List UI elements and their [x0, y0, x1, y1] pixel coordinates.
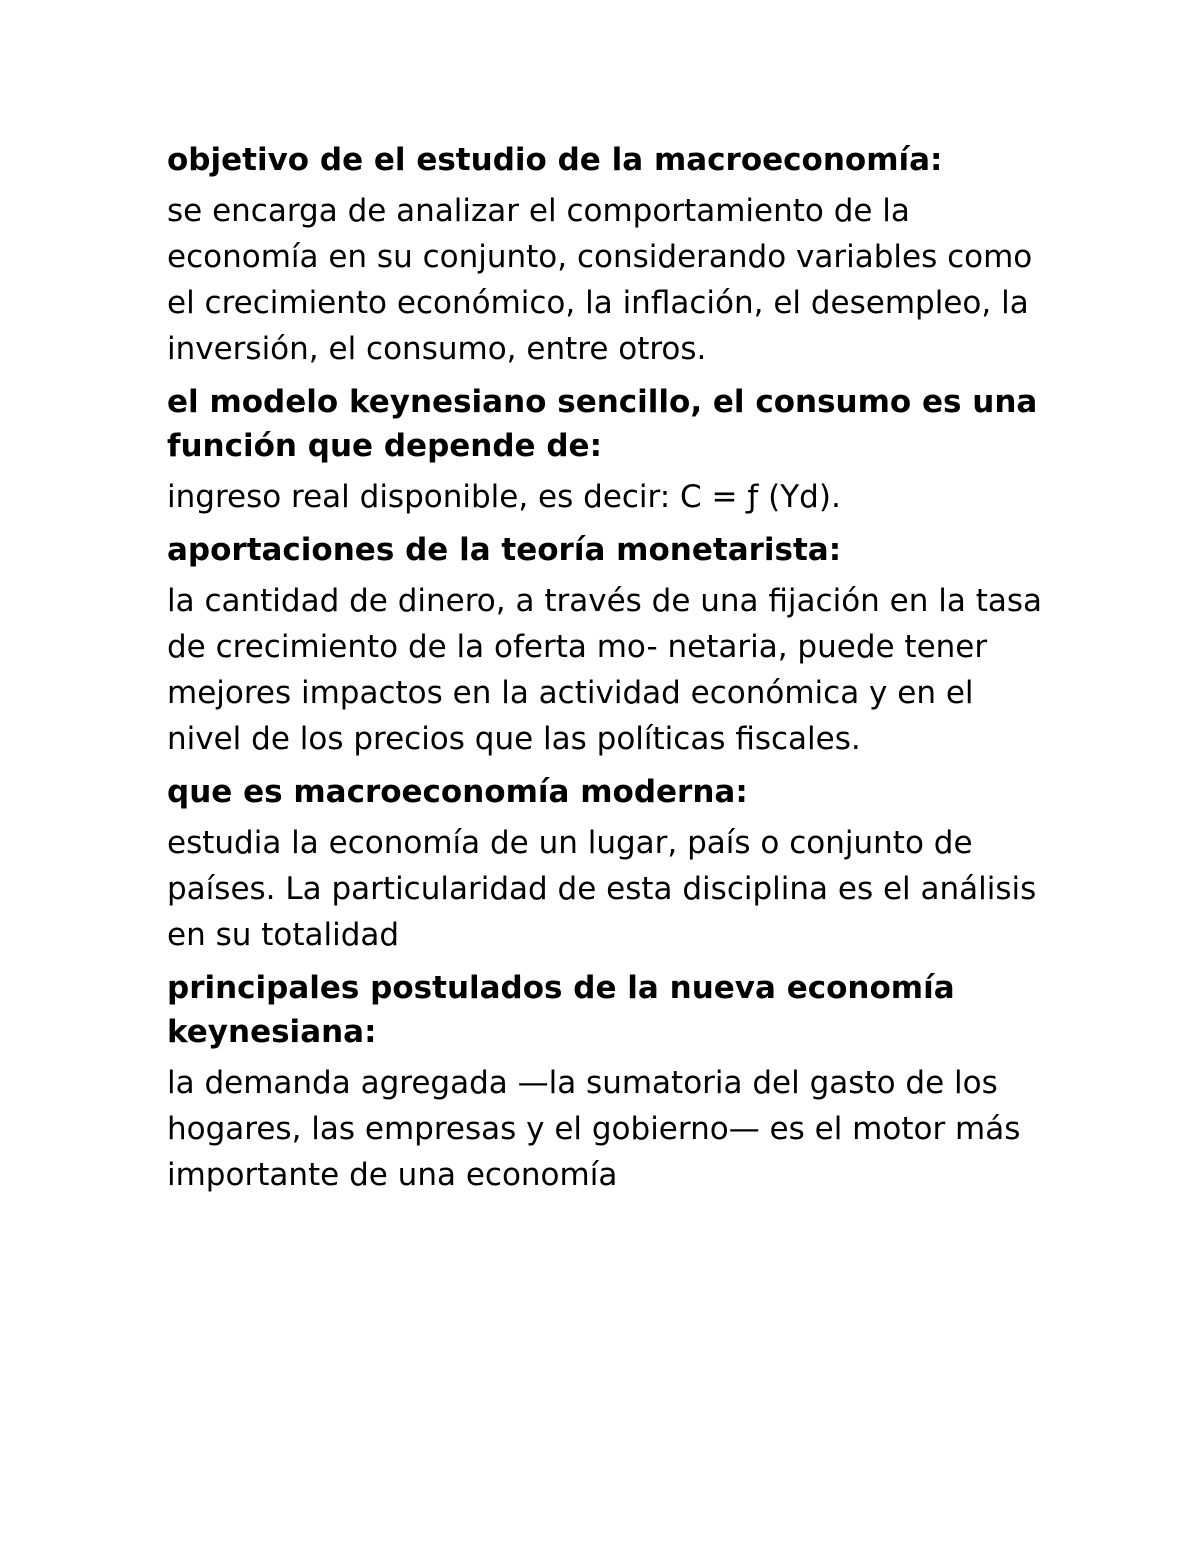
section-modelo-keynesiano [167, 380, 1047, 520]
document-content [167, 138, 1047, 1206]
section-heading: el modelo keynesiano sencillo, el consumo es una función que depende de: [167, 384, 1038, 464]
section-body: la cantidad de dinero, a través de una fijación en la tasa de crecimiento de la oferta mo- netaria, puede tener mejores impactos en la actividad económica y en el nivel de los precios que las políticas fiscales. [167, 583, 1042, 757]
section-heading: principales postulados de la nueva economía keynesiana: [167, 970, 955, 1050]
section-teoria-monetarista [167, 528, 1047, 762]
section-objetivo [167, 138, 1047, 372]
section-macroeconomia-moderna [167, 770, 1047, 958]
section-heading: que es macroeconomía moderna: [167, 774, 748, 810]
section-body: ingreso real disponible, es decir: C = ƒ (Yd). [167, 479, 841, 515]
section-body: se encarga de analizar el comportamiento de la economía en su conjunto, considerando variables como el crecimiento económico, la inflación, el desempleo, la inversión, el consumo, entre otros. [167, 193, 1033, 367]
section-nueva-economia-keynesiana [167, 966, 1047, 1198]
section-body: estudia la economía de un lugar, país o conjunto de países. La particularidad de esta disciplina es el análisis en su totalidad [167, 825, 1037, 953]
section-body: la demanda agregada —la sumatoria del gasto de los hogares, las empresas y el gobierno— es el motor más importante de una economía [167, 1065, 1021, 1193]
section-heading: aportaciones de la teoría monetarista: [167, 532, 842, 568]
section-heading: objetivo de el estudio de la macroeconomía: [167, 142, 943, 178]
